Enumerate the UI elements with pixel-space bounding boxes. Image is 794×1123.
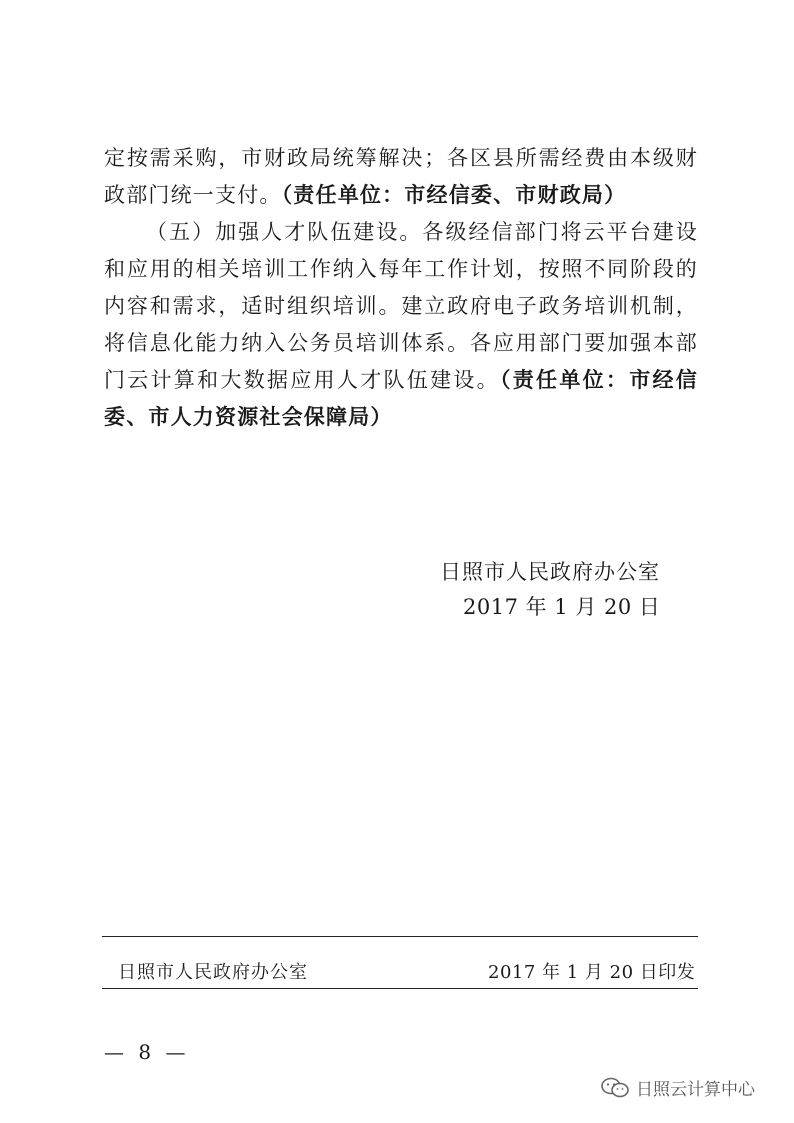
page-number: — 8 — [104, 1040, 190, 1064]
footer-issuer: 日照市人民政府办公室 [118, 962, 308, 983]
paragraph-2-text: （五）加强人才队伍建设。各级经信部门将云平台建设和应用的相关培训工作纳入每年工作计划，按照不同阶段的内容和需求，适时组织培训。建立政府电子政务培训机制，将信息化能力纳入公务员培训体系。各应用部门要加强本部门云计算和大数据应用人才队伍建设。 [104, 220, 698, 392]
paragraph-2-responsibility: （责任单位：市经信委、市人力资源社会保障局） [104, 368, 698, 429]
footer-bottom-rule [102, 988, 698, 989]
body-text [104, 140, 698, 436]
paragraph-2 [104, 214, 698, 436]
signature-date: 2017 年 1 月 20 日 [463, 595, 661, 619]
watermark [600, 1075, 755, 1100]
footer-top-rule [102, 936, 698, 937]
footer-issue-date: 2017 年 1 月 20 日印发 [488, 962, 696, 983]
paragraph-1-text: 定按需采购，市财政局统筹解决；各区县所需经费由本级财政部门统一支付。 [104, 146, 698, 207]
paragraph-1-responsibility: （责任单位：市经信委、市财政局） [281, 183, 627, 207]
watermark-text: 日照云计算中心 [636, 1080, 755, 1100]
signature-organization: 日照市人民政府办公室 [440, 560, 660, 584]
wechat-icon [600, 1077, 630, 1099]
paragraph-1 [104, 140, 698, 214]
